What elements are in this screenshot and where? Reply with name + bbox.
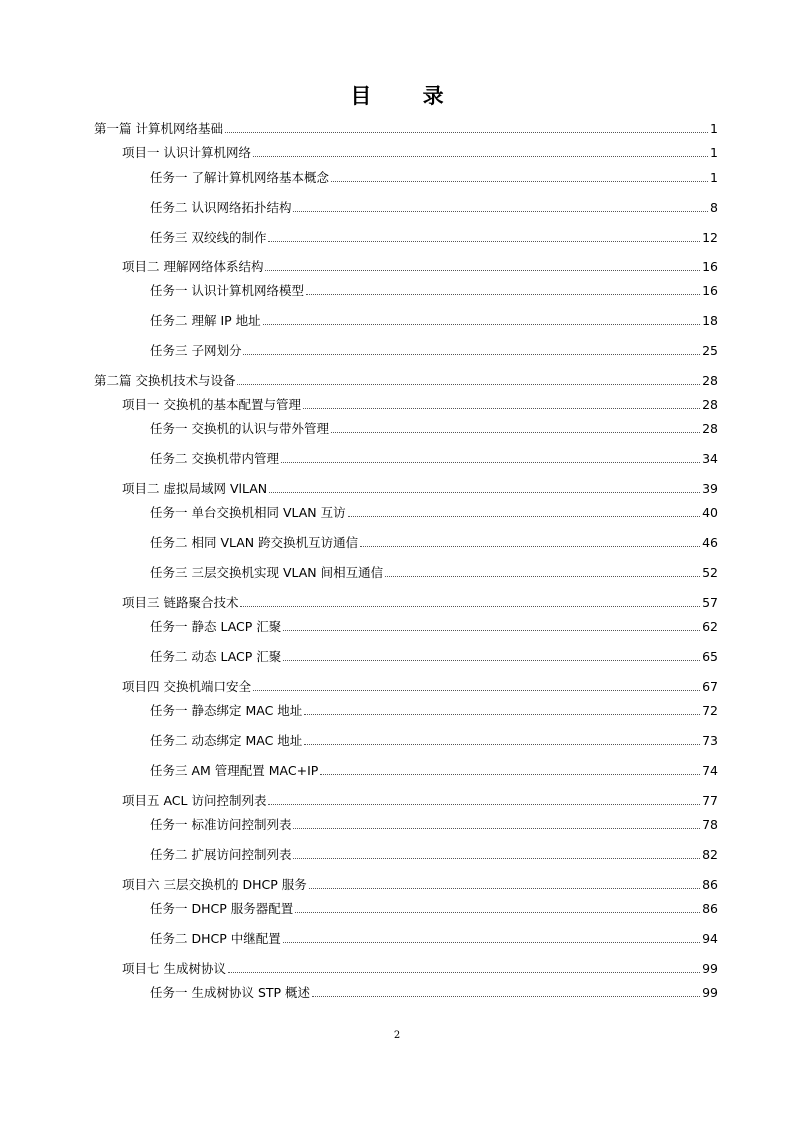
- toc-dot-leader: [304, 743, 700, 745]
- toc-entry-page: 46: [702, 535, 718, 550]
- toc-entry-page: 65: [702, 649, 718, 664]
- toc-entry-label: 任务二 认识网络拓扑结构: [150, 200, 292, 215]
- toc-entry[interactable]: [122, 877, 718, 893]
- toc-dot-leader: [385, 575, 700, 577]
- toc-dot-leader: [263, 323, 700, 325]
- toc-dot-leader: [268, 803, 700, 805]
- toc-entry[interactable]: [150, 343, 718, 359]
- toc-entry[interactable]: [122, 793, 718, 809]
- toc-entry[interactable]: [150, 901, 718, 917]
- toc-dot-leader: [309, 887, 700, 889]
- toc-entry[interactable]: [94, 373, 718, 389]
- toc-entry-page: 73: [702, 733, 718, 748]
- toc-dot-leader: [240, 605, 700, 607]
- toc-entry-label: 任务一 静态 LACP 汇聚: [150, 619, 282, 634]
- toc-entry-page: 16: [702, 283, 718, 298]
- toc-entry-label: 任务一 了解计算机网络基本概念: [150, 170, 329, 185]
- toc-dot-leader: [293, 857, 700, 859]
- toc-dot-leader: [295, 911, 700, 913]
- toc-entry-page: 86: [702, 901, 718, 916]
- toc-entry-label: 项目七 生成树协议: [122, 961, 226, 976]
- toc-dot-leader: [283, 941, 700, 943]
- toc-entry-page: 82: [702, 847, 718, 862]
- toc-entry-label: 任务一 交换机的认识与带外管理: [150, 421, 329, 436]
- toc-dot-leader: [228, 971, 700, 973]
- toc-dot-leader: [268, 240, 700, 242]
- toc-entry-page: 74: [702, 763, 718, 778]
- toc-entry-label: 任务三 子网划分: [150, 343, 242, 358]
- toc-entry[interactable]: [150, 763, 718, 779]
- toc-entry-label: 任务二 动态绑定 MAC 地址: [150, 733, 303, 748]
- toc-entry-label: 任务二 动态 LACP 汇聚: [150, 649, 282, 664]
- toc-entry-label: 任务三 AM 管理配置 MAC+IP: [150, 763, 319, 778]
- toc-dot-leader: [237, 383, 700, 385]
- toc-dot-leader: [253, 155, 708, 157]
- toc-entry-label: 任务二 DHCP 中继配置: [150, 931, 281, 946]
- toc-entry[interactable]: [150, 230, 718, 246]
- toc-entry-label: 项目五 ACL 访问控制列表: [122, 793, 267, 808]
- toc-dot-leader: [306, 293, 700, 295]
- toc-entry-page: 40: [702, 505, 718, 520]
- toc-entry-page: 57: [702, 595, 718, 610]
- page-number: 2: [393, 1030, 401, 1041]
- toc-entry[interactable]: [122, 595, 718, 611]
- toc-entry-label: 任务一 单台交换机相同 VLAN 互访: [150, 505, 346, 520]
- toc-entry-page: 77: [702, 793, 718, 808]
- toc-entry-page: 72: [702, 703, 718, 718]
- toc-entry-page: 39: [702, 481, 718, 496]
- toc-entry-label: 第二篇 交换机技术与设备: [94, 373, 236, 388]
- toc-entry[interactable]: [150, 200, 718, 216]
- toc-entry[interactable]: [150, 703, 718, 719]
- toc-dot-leader: [281, 461, 700, 463]
- toc-entry-page: 52: [702, 565, 718, 580]
- toc-entry-label: 项目一 交换机的基本配置与管理: [122, 397, 301, 412]
- toc-dot-leader: [243, 353, 700, 355]
- toc-entry[interactable]: [122, 481, 718, 497]
- toc-entry[interactable]: [150, 505, 718, 521]
- toc-entry-page: 62: [702, 619, 718, 634]
- toc-dot-leader: [304, 713, 700, 715]
- toc-entry-label: 任务一 标准访问控制列表: [150, 817, 292, 832]
- toc-entry-page: 86: [702, 877, 718, 892]
- toc-entry-label: 任务二 相同 VLAN 跨交换机互访通信: [150, 535, 359, 550]
- toc-entry-label: 项目三 链路聚合技术: [122, 595, 239, 610]
- toc-entry-page: 25: [702, 343, 718, 358]
- toc-dot-leader: [312, 995, 700, 997]
- toc-entry-page: 12: [702, 230, 718, 245]
- toc-entry-label: 任务二 扩展访问控制列表: [150, 847, 292, 862]
- toc-entry-page: 18: [702, 313, 718, 328]
- toc-entry-label: 项目六 三层交换机的 DHCP 服务: [122, 877, 307, 892]
- toc-entry-label: 第一篇 计算机网络基础: [94, 121, 223, 136]
- toc-entry-page: 34: [702, 451, 718, 466]
- toc-dot-leader: [320, 773, 700, 775]
- toc-dot-leader: [283, 629, 700, 631]
- toc-dot-leader: [293, 827, 700, 829]
- toc-dot-leader: [225, 131, 708, 133]
- toc-entry-page: 94: [702, 931, 718, 946]
- toc-entry-page: 1: [710, 170, 718, 185]
- toc-entry[interactable]: [122, 145, 718, 161]
- toc-entry-page: 28: [702, 421, 718, 436]
- toc-entry-label: 项目一 认识计算机网络: [122, 145, 251, 160]
- toc-dot-leader: [360, 545, 700, 547]
- toc-entry-label: 任务一 生成树协议 STP 概述: [150, 985, 311, 1000]
- toc-entry-page: 99: [702, 961, 718, 976]
- toc-entry[interactable]: [122, 397, 718, 413]
- toc-entry[interactable]: [94, 121, 718, 137]
- toc-entry[interactable]: [150, 313, 718, 329]
- document-title: 目 录: [350, 84, 466, 108]
- toc-dot-leader: [293, 210, 708, 212]
- toc-entry[interactable]: [150, 170, 718, 186]
- toc-entry[interactable]: [122, 679, 718, 695]
- toc-entry[interactable]: [122, 259, 718, 275]
- toc-entry[interactable]: [150, 931, 718, 947]
- toc-entry[interactable]: [150, 817, 718, 833]
- toc-entry-label: 任务一 静态绑定 MAC 地址: [150, 703, 303, 718]
- toc-dot-leader: [331, 180, 708, 182]
- toc-entry[interactable]: [150, 733, 718, 749]
- toc-dot-leader: [283, 659, 700, 661]
- toc-entry[interactable]: [150, 283, 718, 299]
- toc-entry[interactable]: [150, 619, 718, 635]
- toc-dot-leader: [348, 515, 700, 517]
- toc-entry-page: 16: [702, 259, 718, 274]
- toc-entry-page: 28: [702, 373, 718, 388]
- toc-dot-leader: [331, 431, 700, 433]
- toc-entry-page: 8: [710, 200, 718, 215]
- toc-entry[interactable]: [150, 847, 718, 863]
- toc-dot-leader: [269, 491, 700, 493]
- toc-entry-page: 28: [702, 397, 718, 412]
- toc-entry[interactable]: [150, 649, 718, 665]
- toc-entry-page: 1: [710, 121, 718, 136]
- toc-entry-label: 任务二 理解 IP 地址: [150, 313, 261, 328]
- toc-entry-page: 67: [702, 679, 718, 694]
- toc-dot-leader: [303, 407, 700, 409]
- toc-entry[interactable]: [150, 535, 718, 551]
- toc-entry-label: 任务三 三层交换机实现 VLAN 间相互通信: [150, 565, 384, 580]
- toc-entry-label: 任务一 DHCP 服务器配置: [150, 901, 294, 916]
- toc-entry-page: 1: [710, 145, 718, 160]
- toc-entry[interactable]: [150, 565, 718, 581]
- toc-entry-page: 78: [702, 817, 718, 832]
- toc-entry-label: 项目二 虚拟局域网 VlLAN: [122, 481, 268, 496]
- toc-entry-page: 99: [702, 985, 718, 1000]
- toc-entry[interactable]: [150, 985, 718, 1001]
- toc-entry-label: 项目二 理解网络体系结构: [122, 259, 264, 274]
- toc-entry-label: 项目四 交换机端口安全: [122, 679, 251, 694]
- toc-entry[interactable]: [122, 961, 718, 977]
- toc-entry-label: 任务三 双绞线的制作: [150, 230, 267, 245]
- toc-entry-label: 任务二 交换机带内管理: [150, 451, 279, 466]
- toc-entry[interactable]: [150, 451, 718, 467]
- toc-dot-leader: [253, 689, 700, 691]
- toc-entry-label: 任务一 认识计算机网络模型: [150, 283, 304, 298]
- toc-dot-leader: [265, 269, 700, 271]
- toc-entry[interactable]: [150, 421, 718, 437]
